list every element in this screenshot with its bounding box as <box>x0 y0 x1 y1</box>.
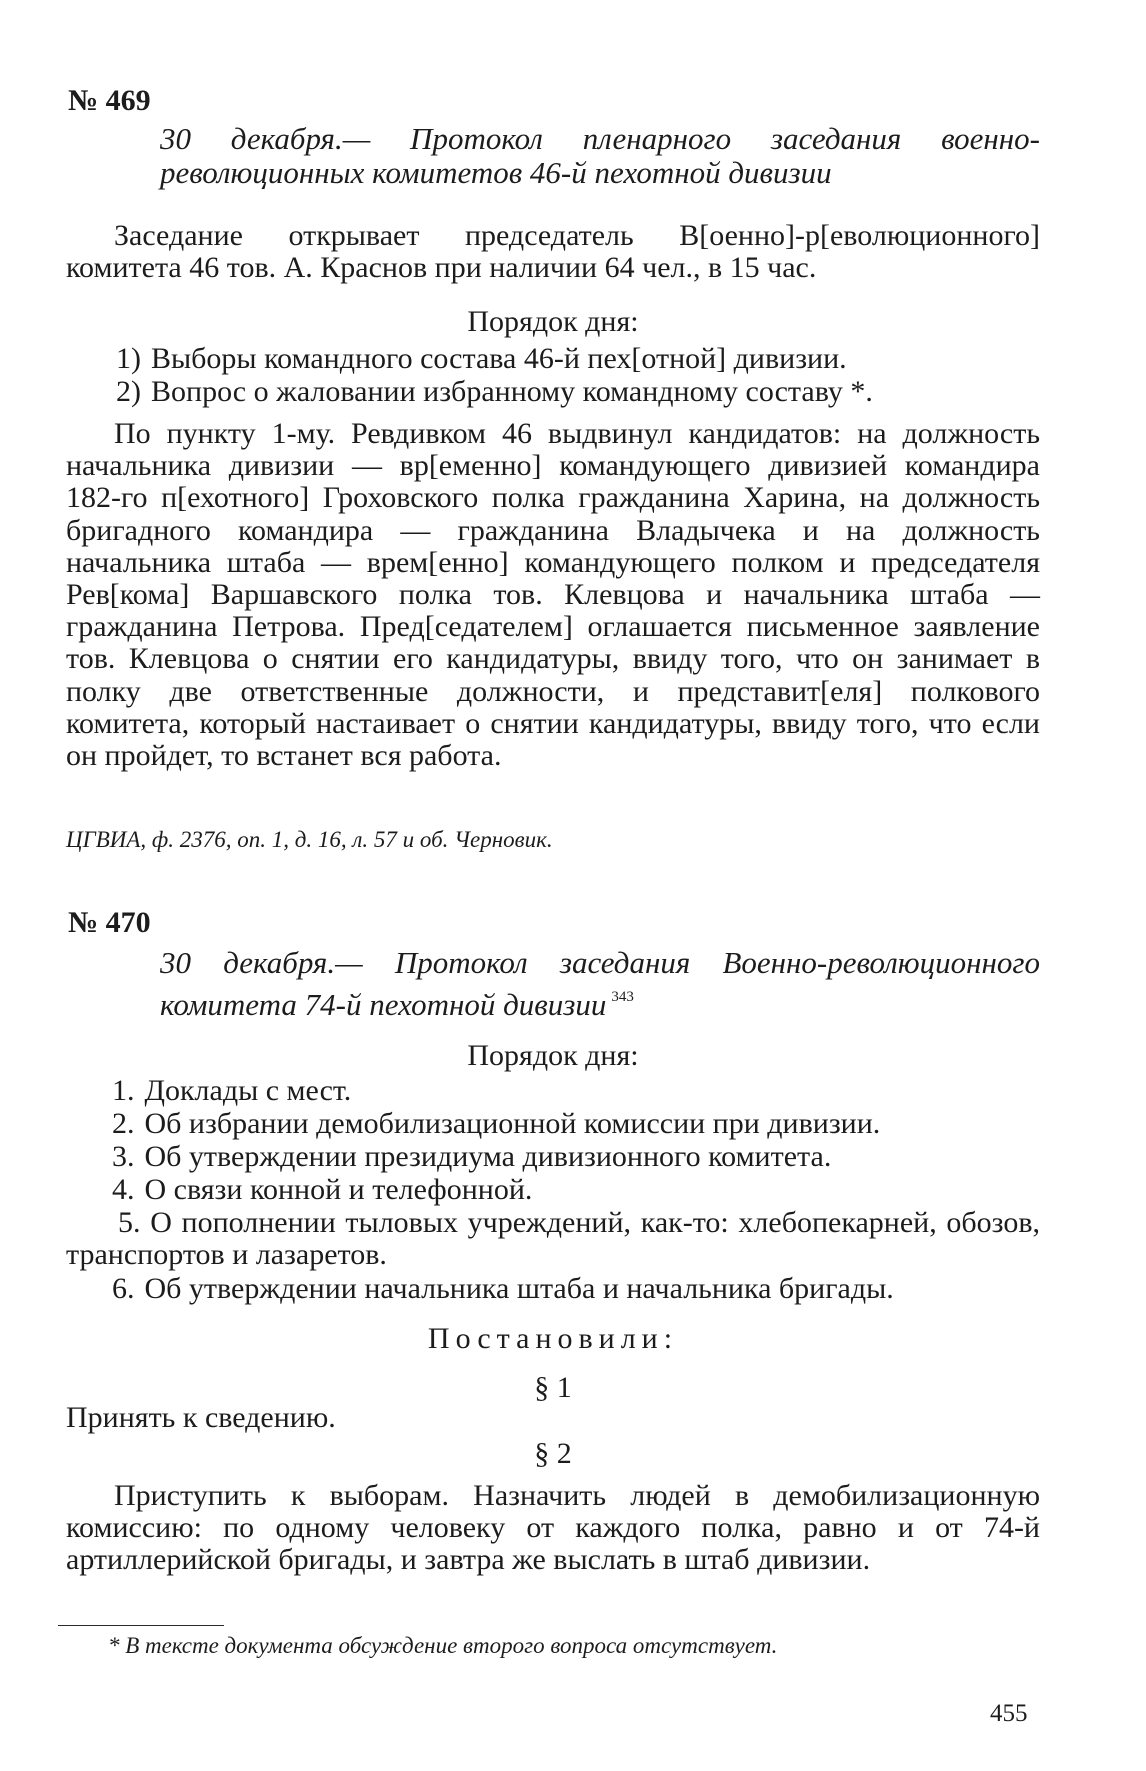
agenda-item-470-1 <box>112 1075 351 1107</box>
agenda-item-number: 5. <box>118 1206 141 1239</box>
agenda-item-number: 1) <box>116 342 141 375</box>
section-mark-2: § 2 <box>534 1437 572 1470</box>
agenda-item-470-2 <box>112 1108 880 1140</box>
section-text-2: Приступить к выборам. Назначить людей в демобилизационную комиссию: по одному человеку от каждого полка, равно и от 74-й артиллерийской бригады, и завтра же выслать в штаб дивизии. <box>66 1479 1040 1577</box>
agenda-item-470-5 <box>66 1207 1040 1271</box>
agenda-item-text: О связи конной и телефонной. <box>144 1173 533 1206</box>
agenda-heading-469: Порядок дня: <box>467 305 639 338</box>
document-number-470: № 470 <box>68 906 151 939</box>
document-title-469: 30 декабря.— Протокол пленарного заседания военно-революционных комитетов 46-й пехотной дивизии <box>160 121 1040 190</box>
agenda-item-text: Об утверждении начальника штаба и начальника бригады. <box>144 1272 894 1305</box>
agenda-item-number: 6. <box>112 1272 135 1305</box>
document-title-text: 30 декабря.— Протокол заседания Военно-революционного комитета 74-й пехотной дивизии <box>160 945 1040 1022</box>
agenda-item-number: 2) <box>116 375 141 408</box>
footnote: * В тексте документа обсуждение второго вопроса отсутствует. <box>108 1633 778 1658</box>
agenda-item-text: О пополнении тыловых учреждений, как-то: хлебопекарней, обозов, транспортов и лазаретов. <box>66 1206 1040 1272</box>
intro-paragraph-469: Заседание открывает председатель В[оенно]-р[еволюционного] комитета 46 тов. А. Краснов при наличии 64 чел., в 15 час. <box>66 219 1040 285</box>
agenda-item-text: Доклады с мест. <box>144 1074 352 1107</box>
agenda-item-text: Выборы командного состава 46-й пех[отной] дивизии. <box>151 342 847 375</box>
agenda-item-470-3 <box>112 1141 831 1173</box>
resolved-heading: Постановили: <box>427 1322 679 1355</box>
agenda-item-469-2 <box>116 376 873 408</box>
section-text-1 <box>66 1402 336 1434</box>
page-number: 455 <box>990 1700 1028 1727</box>
agenda-item-number: 3. <box>112 1140 135 1173</box>
agenda-item-number: 4. <box>112 1173 135 1206</box>
agenda-item-text: Вопрос о жаловании избранному командному составу *. <box>151 375 873 408</box>
document-title-470 <box>160 946 1040 1022</box>
agenda-item-number: 1. <box>112 1074 135 1107</box>
agenda-item-text: Об избрании демобилизационной комиссии при дивизии. <box>144 1107 881 1140</box>
agenda-item-number: 2. <box>112 1107 135 1140</box>
agenda-item-470-4 <box>112 1174 532 1206</box>
archive-source-469: ЦГВИА, ф. 2376, оп. 1, д. 16, л. 57 и об. Черновик. <box>66 827 553 852</box>
agenda-item-469-1 <box>116 343 847 375</box>
agenda-item-470-6 <box>112 1273 894 1305</box>
endnote-marker: 343 <box>611 989 634 1005</box>
section-mark-1: § 1 <box>534 1371 572 1404</box>
agenda-heading-470: Порядок дня: <box>467 1039 639 1072</box>
agenda-item-text: Об утверждении президиума дивизионного комитета. <box>144 1140 832 1173</box>
body-paragraph-469: По пункту 1-му. Ревдивком 46 выдвинул кандидатов: на должность начальника дивизии — вр[еменно] командующего дивизией командира 182-го п[ехотного] Гроховского полка гражданина Харина, на должность бригадного командира — гражданина Владычека и на должность начальника штаба — врем[енно] командующего полком и председателя Рев[кома] Варшавского полка тов. Клевцова и начальника штаба — гражданина Петрова. Пред[седателем] оглашается письменное заявление тов. Клевцова о снятии его кандидатуры, ввиду того, что он занимает в полку две ответственные должности, и представит[еля] полкового комитета, который настаивает о снятии кандидатуры, ввиду того, что если он пройдет, то встанет вся работа. <box>66 417 1040 773</box>
document-number-469: № 469 <box>68 84 151 117</box>
section-text: Принять к сведению. <box>66 1401 336 1434</box>
footnote-divider <box>58 1625 224 1626</box>
